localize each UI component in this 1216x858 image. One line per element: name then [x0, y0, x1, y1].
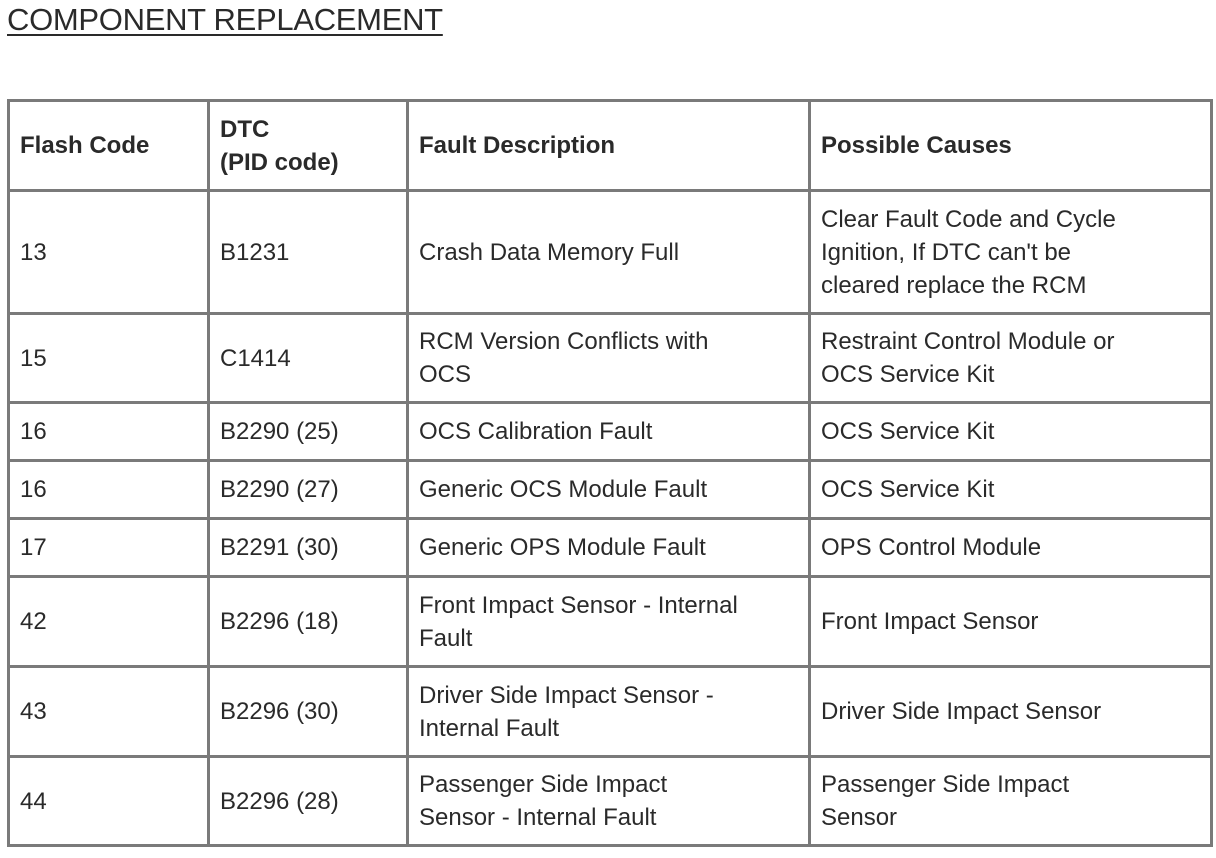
- table-row: [9, 577, 1212, 667]
- cell-flash-code: 15: [9, 314, 209, 403]
- cell-fault-description: Driver Side Impact Sensor - Internal Fault: [408, 667, 810, 757]
- cell-dtc: B2291 (30): [209, 519, 408, 577]
- table-row: [9, 667, 1212, 757]
- header-possible-causes: Possible Causes: [810, 101, 1212, 191]
- cell-fault-description: Front Impact Sensor - Internal Fault: [408, 577, 810, 667]
- dtc-table: [7, 99, 1213, 847]
- cell-dtc: B2296 (18): [209, 577, 408, 667]
- cell-flash-code: 17: [9, 519, 209, 577]
- cell-possible-causes: OPS Control Module: [810, 519, 1212, 577]
- table-header-row: [9, 101, 1212, 191]
- header-fault-description: Fault Description: [408, 101, 810, 191]
- cell-flash-code: 42: [9, 577, 209, 667]
- page-title: COMPONENT REPLACEMENT: [7, 2, 443, 37]
- cell-flash-code: 43: [9, 667, 209, 757]
- cell-fault-description: Crash Data Memory Full: [408, 191, 810, 314]
- table-row: [9, 519, 1212, 577]
- table-row: [9, 191, 1212, 314]
- table-row: [9, 403, 1212, 461]
- cell-possible-causes: Front Impact Sensor: [810, 577, 1212, 667]
- cell-fault-description: Generic OPS Module Fault: [408, 519, 810, 577]
- cell-flash-code: 13: [9, 191, 209, 314]
- cell-flash-code: 16: [9, 403, 209, 461]
- cell-possible-causes: Clear Fault Code and Cycle Ignition, If DTC can't be cleared replace the RCM: [810, 191, 1212, 314]
- table-row: [9, 757, 1212, 846]
- cell-fault-description: Generic OCS Module Fault: [408, 461, 810, 519]
- cell-possible-causes: OCS Service Kit: [810, 403, 1212, 461]
- table-row: [9, 461, 1212, 519]
- cell-dtc: B2290 (27): [209, 461, 408, 519]
- header-dtc: DTC (PID code): [209, 101, 408, 191]
- cell-fault-description: RCM Version Conflicts with OCS: [408, 314, 810, 403]
- cell-dtc: C1414: [209, 314, 408, 403]
- cell-fault-description: Passenger Side Impact Sensor - Internal Fault: [408, 757, 810, 846]
- cell-dtc: B1231: [209, 191, 408, 314]
- dtc-table-container: [7, 99, 1210, 847]
- cell-possible-causes: Driver Side Impact Sensor: [810, 667, 1212, 757]
- cell-flash-code: 16: [9, 461, 209, 519]
- cell-fault-description: OCS Calibration Fault: [408, 403, 810, 461]
- cell-possible-causes: Passenger Side Impact Sensor: [810, 757, 1212, 846]
- cell-possible-causes: Restraint Control Module or OCS Service Kit: [810, 314, 1212, 403]
- cell-dtc: B2296 (30): [209, 667, 408, 757]
- cell-flash-code: 44: [9, 757, 209, 846]
- table-row: [9, 314, 1212, 403]
- cell-dtc: B2296 (28): [209, 757, 408, 846]
- cell-possible-causes: OCS Service Kit: [810, 461, 1212, 519]
- cell-dtc: B2290 (25): [209, 403, 408, 461]
- header-flash-code: Flash Code: [9, 101, 209, 191]
